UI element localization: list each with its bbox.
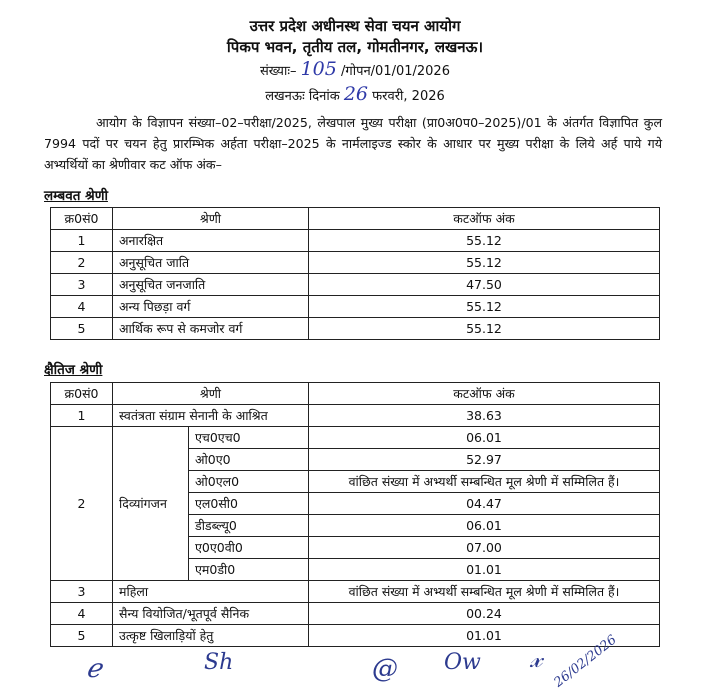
row-category: अनारक्षित [113, 230, 309, 252]
row-category: अनुसूचित जाति [113, 252, 309, 274]
horizontal-cutoff-table [50, 382, 660, 647]
subrow-name: एच0एच0 [189, 427, 309, 449]
row-category: अनुसूचित जनजाति [113, 274, 309, 296]
header-category: श्रेणी [113, 383, 309, 405]
reference-handwritten-number: 105 [300, 58, 337, 80]
table-header-row [51, 383, 660, 405]
row-sn: 1 [51, 230, 113, 252]
row-category: अन्य पिछड़ा वर्ग [113, 296, 309, 318]
table-row [51, 252, 660, 274]
header-sn: क्र0सं0 [51, 208, 113, 230]
row-cutoff: 55.12 [309, 318, 660, 340]
table-row [51, 581, 660, 603]
signature-3: @ [372, 654, 398, 684]
subrow-name: डीडब्ल्यू0 [189, 515, 309, 537]
table-row [51, 296, 660, 318]
row-sn: 4 [51, 603, 113, 625]
table-row [51, 603, 660, 625]
subrow-cutoff: 52.97 [309, 449, 660, 471]
row-sn: 5 [51, 625, 113, 647]
letterhead [0, 16, 710, 108]
vertical-cutoff-table [50, 207, 660, 340]
table-row [51, 230, 660, 252]
header-sn: क्र0सं0 [51, 383, 113, 405]
row-cutoff: वांछित संख्या में अभ्यर्थी सम्बन्धित मूल श्रेणी में सम्मिलित हैं। [309, 581, 660, 603]
row-category: आर्थिक रूप से कमजोर वर्ग [113, 318, 309, 340]
table-header-row [51, 208, 660, 230]
horizontal-category-title: क्षैतिज श्रेणी [44, 362, 103, 378]
row-sn: 2 [51, 427, 113, 581]
subrow-cutoff: 06.01 [309, 427, 660, 449]
table-row [51, 318, 660, 340]
row-cutoff: 55.12 [309, 252, 660, 274]
signature-2: Sh [204, 650, 234, 675]
reference-prefix: संख्याः– [260, 64, 297, 79]
intro-paragraph: आयोग के विज्ञापन संख्या–02–परीक्षा/2025, लेखपाल मुख्य परीक्षा (प्रा0अ0प0–2025)/01 के अंतर्गत विज्ञापित कुल 7994 पदों पर चयन हेतु प्रारम्भिक अर्हता परीक्षा–2025 के नार्मलाइज्ड स्कोर के आधार पर मुख्य परीक्षा के लिये अर्ह पाये गये अभ्यर्थियों का श्रेणीवार कट ऑफ अंक– [44, 115, 662, 172]
row-sn: 4 [51, 296, 113, 318]
vertical-category-title: लम्बवत श्रेणी [44, 188, 108, 204]
row-category: उत्कृष्ट खिलाड़ियों हेतु [113, 625, 309, 647]
row-sn: 3 [51, 274, 113, 296]
row-sn: 5 [51, 318, 113, 340]
row-sn: 3 [51, 581, 113, 603]
table-row [51, 405, 660, 427]
row-cutoff: 01.01 [309, 625, 660, 647]
subrow-cutoff: 06.01 [309, 515, 660, 537]
row-cutoff: 47.50 [309, 274, 660, 296]
subrow-name: ए0ए0वी0 [189, 537, 309, 559]
signature-1: ℯ [86, 654, 102, 684]
table-row [51, 427, 660, 449]
signature-5: 𝓍 [530, 644, 543, 674]
header-cutoff: कटऑफ अंक [309, 383, 660, 405]
organization-name: उत्तर प्रदेश अधीनस्थ सेवा चयन आयोग [249, 17, 461, 35]
subrow-name: एल0सी0 [189, 493, 309, 515]
row-cutoff: 55.12 [309, 296, 660, 318]
row-cutoff: 55.12 [309, 230, 660, 252]
document-date [0, 83, 710, 108]
subrow-name: एम0डी0 [189, 559, 309, 581]
reference-number [0, 58, 710, 83]
row-sn: 1 [51, 405, 113, 427]
header-category: श्रेणी [113, 208, 309, 230]
subrow-cutoff: 01.01 [309, 559, 660, 581]
row-category: स्वतंत्रता संग्राम सेनानी के आश्रित [113, 405, 309, 427]
subrow-name: ओ0ए0 [189, 449, 309, 471]
row-cutoff: 00.24 [309, 603, 660, 625]
subrow-cutoff: 07.00 [309, 537, 660, 559]
table-row [51, 274, 660, 296]
reference-suffix: /गोपन/01/01/2026 [341, 64, 450, 79]
row-category: दिव्यांगजन [113, 427, 189, 581]
signature-4: Ow [444, 650, 481, 675]
subrow-name: ओ0एल0 [189, 471, 309, 493]
signature-date: 26/02/2026 [551, 632, 620, 691]
row-cutoff: 38.63 [309, 405, 660, 427]
row-category: महिला [113, 581, 309, 603]
row-category: सैन्य वियोजित/भूतपूर्व सैनिक [113, 603, 309, 625]
date-prefix: लखनऊः दिनांक [265, 89, 340, 104]
row-sn: 2 [51, 252, 113, 274]
header-cutoff: कटऑफ अंक [309, 208, 660, 230]
date-handwritten-day: 26 [343, 83, 369, 105]
date-suffix: फरवरी, 2026 [372, 89, 445, 104]
subrow-cutoff: 04.47 [309, 493, 660, 515]
subrow-cutoff: वांछित संख्या में अभ्यर्थी सम्बन्धित मूल श्रेणी में सम्मिलित हैं। [309, 471, 660, 493]
organization-address: पिकप भवन, तृतीय तल, गोमतीनगर, लखनऊ। [226, 38, 484, 56]
